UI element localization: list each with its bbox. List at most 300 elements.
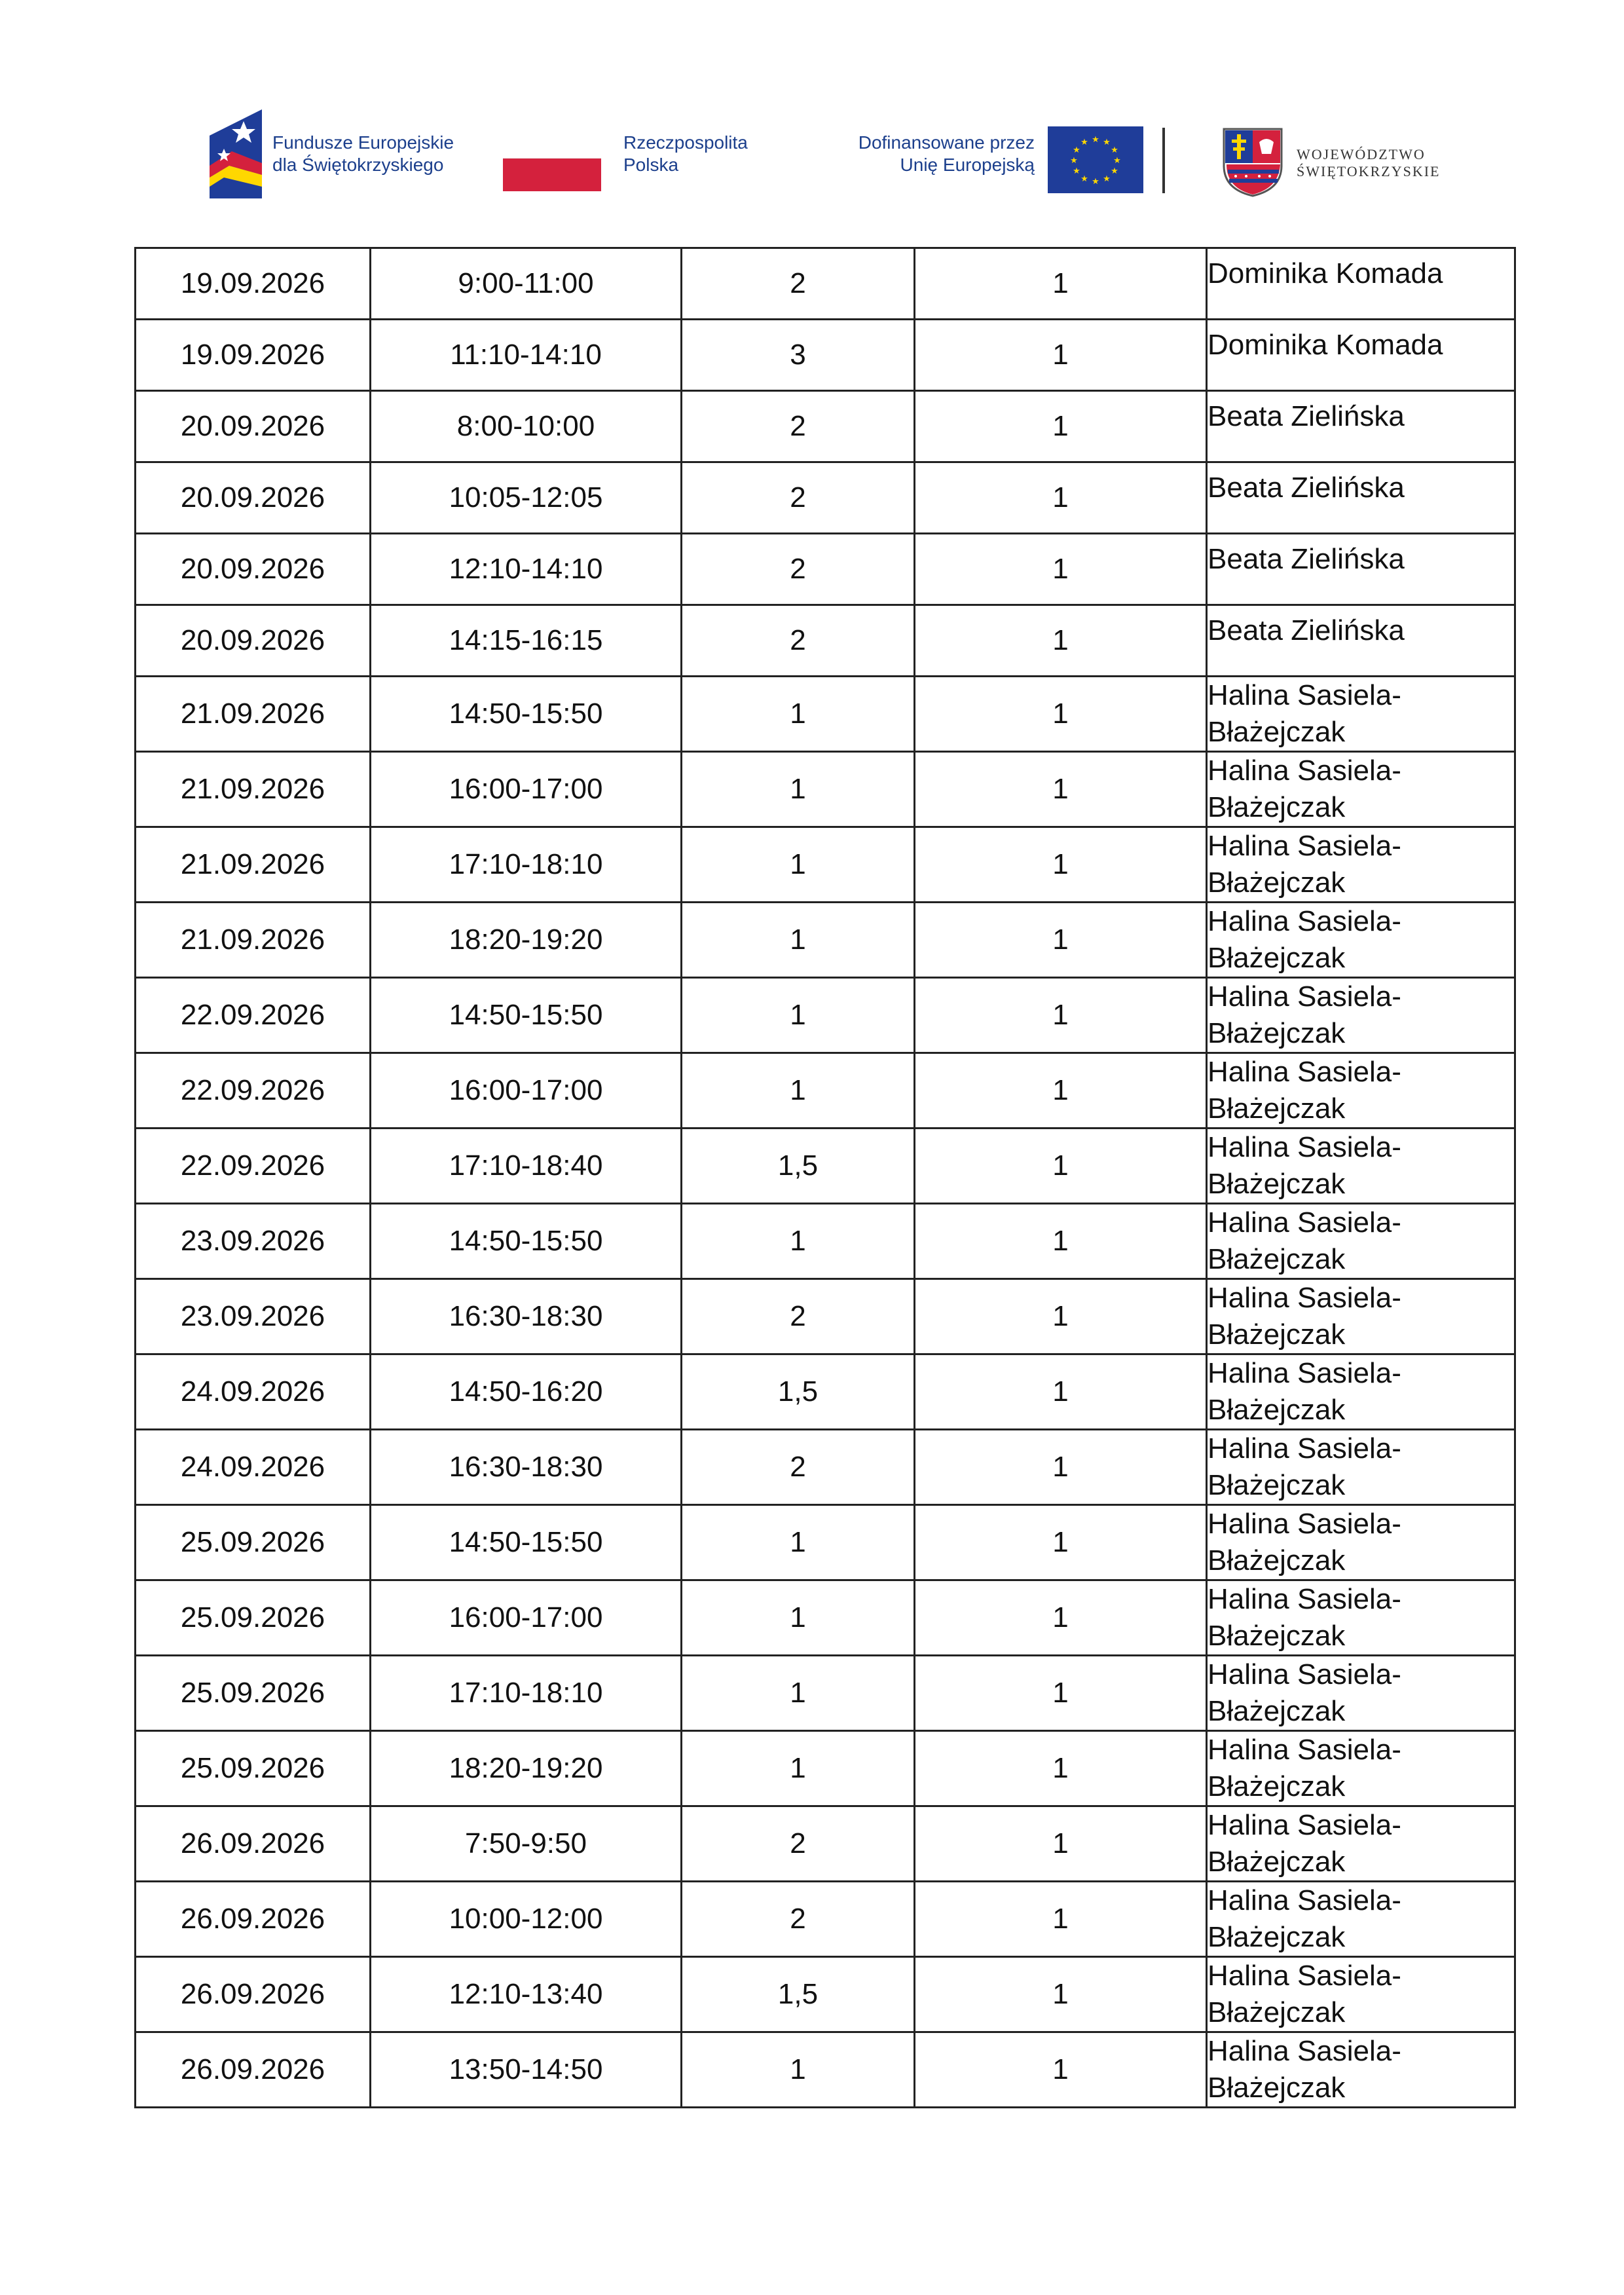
time-cell bbox=[371, 1430, 682, 1505]
date-cell bbox=[136, 1129, 371, 1204]
group-cell bbox=[915, 1129, 1207, 1204]
date-cell-text: 21.09.2026 bbox=[180, 924, 325, 956]
time-cell-text: 14:50-16:20 bbox=[449, 1375, 603, 1408]
group-cell bbox=[915, 1430, 1207, 1505]
ws-logo-line-2: ŚWIĘTOKRZYSKIE bbox=[1297, 163, 1441, 179]
hours-cell-text: 2 bbox=[790, 553, 806, 585]
instructor-cell bbox=[1207, 1204, 1515, 1279]
time-cell-text: 16:00-17:00 bbox=[449, 1074, 603, 1106]
rp-logo-line-1: Rzeczpospolita bbox=[623, 132, 748, 153]
date-cell-text: 24.09.2026 bbox=[180, 1451, 325, 1483]
date-cell bbox=[136, 1204, 371, 1279]
date-cell bbox=[136, 1806, 371, 1882]
instructor-cell bbox=[1207, 1505, 1515, 1580]
instructor-cell bbox=[1207, 1129, 1515, 1204]
time-cell bbox=[371, 752, 682, 827]
instructor-cell-text: Dominika Komada bbox=[1208, 329, 1443, 361]
date-cell-text: 25.09.2026 bbox=[180, 1526, 325, 1558]
instructor-cell-text: Halina Sasiela-Błażejczak bbox=[1208, 830, 1401, 899]
date-cell bbox=[136, 2032, 371, 2108]
hours-cell bbox=[682, 1806, 915, 1882]
time-cell-text: 14:50-15:50 bbox=[449, 1225, 603, 1257]
group-cell bbox=[915, 462, 1207, 534]
table-row bbox=[136, 1505, 1515, 1580]
date-cell-text: 24.09.2026 bbox=[180, 1375, 325, 1408]
time-cell bbox=[371, 605, 682, 677]
instructor-cell bbox=[1207, 1656, 1515, 1731]
time-cell-text: 16:00-17:00 bbox=[449, 773, 603, 805]
time-cell bbox=[371, 1806, 682, 1882]
instructor-cell bbox=[1207, 1731, 1515, 1806]
group-cell bbox=[915, 391, 1207, 462]
hours-cell bbox=[682, 1053, 915, 1129]
date-cell bbox=[136, 903, 371, 978]
hours-cell bbox=[682, 1656, 915, 1731]
group-cell-text: 1 bbox=[1052, 924, 1069, 956]
time-cell-text: 16:30-18:30 bbox=[449, 1451, 603, 1483]
date-cell-text: 25.09.2026 bbox=[180, 1601, 325, 1633]
instructor-cell bbox=[1207, 320, 1515, 391]
hours-cell-text: 1 bbox=[790, 848, 806, 880]
svg-text:★: ★ bbox=[1111, 145, 1118, 155]
eu-flag-icon bbox=[1048, 126, 1143, 193]
hours-cell bbox=[682, 1129, 915, 1204]
group-cell bbox=[915, 534, 1207, 605]
instructor-cell bbox=[1207, 462, 1515, 534]
wojewodztwo-swietokrzyskie-logo-text bbox=[1297, 146, 1440, 180]
instructor-cell-text: Halina Sasiela-Błażejczak bbox=[1208, 1809, 1401, 1878]
time-cell bbox=[371, 1882, 682, 1957]
table-row bbox=[136, 1053, 1515, 1129]
ue-logo-line-2: Unię Europejską bbox=[900, 155, 1035, 175]
hours-cell bbox=[682, 534, 915, 605]
instructor-cell bbox=[1207, 534, 1515, 605]
time-cell-text: 18:20-19:20 bbox=[449, 1752, 603, 1784]
table-row bbox=[136, 1204, 1515, 1279]
hours-cell-text: 1 bbox=[790, 698, 806, 730]
hours-cell-text: 3 bbox=[790, 339, 806, 371]
svg-text:★: ★ bbox=[1080, 138, 1088, 147]
time-cell-text: 14:50-15:50 bbox=[449, 999, 603, 1031]
instructor-cell bbox=[1207, 827, 1515, 903]
table-row bbox=[136, 462, 1515, 534]
instructor-cell-text: Halina Sasiela-Błażejczak bbox=[1208, 1056, 1401, 1125]
time-cell bbox=[371, 1656, 682, 1731]
time-cell bbox=[371, 462, 682, 534]
instructor-cell-text: Beata Zielińska bbox=[1208, 614, 1405, 646]
group-cell bbox=[915, 1279, 1207, 1354]
hours-cell bbox=[682, 1279, 915, 1354]
instructor-cell-text: Halina Sasiela-Błażejczak bbox=[1208, 1432, 1401, 1501]
hours-cell bbox=[682, 1580, 915, 1656]
date-cell-text: 21.09.2026 bbox=[180, 773, 325, 805]
group-cell bbox=[915, 2032, 1207, 2108]
hours-cell bbox=[682, 1430, 915, 1505]
instructor-cell-text: Beata Zielińska bbox=[1208, 472, 1405, 504]
fe-logo-line-2: dla Świętokrzyskiego bbox=[272, 155, 444, 175]
hours-cell bbox=[682, 1505, 915, 1580]
instructor-cell bbox=[1207, 978, 1515, 1053]
date-cell-text: 20.09.2026 bbox=[180, 553, 325, 585]
hours-cell-text: 2 bbox=[790, 1451, 806, 1483]
eu-cofinanced-logo-text bbox=[786, 132, 1035, 176]
table-row bbox=[136, 391, 1515, 462]
svg-text:★: ★ bbox=[1092, 135, 1099, 145]
time-cell bbox=[371, 1354, 682, 1430]
date-cell-text: 23.09.2026 bbox=[180, 1300, 325, 1332]
group-cell-text: 1 bbox=[1052, 339, 1069, 371]
group-cell bbox=[915, 827, 1207, 903]
group-cell-text: 1 bbox=[1052, 624, 1069, 656]
table-row bbox=[136, 1882, 1515, 1957]
table-row bbox=[136, 1129, 1515, 1204]
time-cell-text: 16:30-18:30 bbox=[449, 1300, 603, 1332]
table-row bbox=[136, 1656, 1515, 1731]
time-cell bbox=[371, 1731, 682, 1806]
hours-cell bbox=[682, 605, 915, 677]
group-cell-text: 1 bbox=[1052, 1526, 1069, 1558]
group-cell bbox=[915, 978, 1207, 1053]
date-cell bbox=[136, 978, 371, 1053]
instructor-cell bbox=[1207, 903, 1515, 978]
rp-logo-line-2: Polska bbox=[623, 155, 679, 175]
svg-text:★: ★ bbox=[1103, 138, 1111, 147]
time-cell-text: 9:00-11:00 bbox=[458, 267, 594, 299]
time-cell-text: 12:10-13:40 bbox=[449, 1978, 603, 2010]
instructor-cell bbox=[1207, 1430, 1515, 1505]
rzeczpospolita-polska-logo-text bbox=[623, 132, 748, 176]
group-cell bbox=[915, 605, 1207, 677]
instructor-cell bbox=[1207, 1580, 1515, 1656]
instructor-cell-text: Halina Sasiela-Błażejczak bbox=[1208, 1583, 1401, 1652]
instructor-cell-text: Halina Sasiela-Błażejczak bbox=[1208, 1658, 1401, 1727]
instructor-cell-text: Halina Sasiela-Błażejczak bbox=[1208, 1734, 1401, 1802]
date-cell-text: 22.09.2026 bbox=[180, 1074, 325, 1106]
date-cell-text: 26.09.2026 bbox=[180, 1827, 325, 1859]
hours-cell-text: 1,5 bbox=[777, 1978, 819, 2010]
date-cell-text: 26.09.2026 bbox=[180, 2053, 325, 2085]
time-cell-text: 17:10-18:40 bbox=[449, 1149, 603, 1182]
hours-cell bbox=[682, 1957, 915, 2032]
group-cell-text: 1 bbox=[1052, 2053, 1069, 2085]
group-cell bbox=[915, 1731, 1207, 1806]
svg-text:★: ★ bbox=[1080, 174, 1088, 184]
group-cell-text: 1 bbox=[1052, 1752, 1069, 1784]
instructor-cell-text: Halina Sasiela-Błażejczak bbox=[1208, 679, 1401, 748]
fundusze-europejskie-logo-icon bbox=[210, 109, 262, 198]
time-cell-text: 17:10-18:10 bbox=[449, 848, 603, 880]
date-cell bbox=[136, 1505, 371, 1580]
date-cell bbox=[136, 752, 371, 827]
date-cell-text: 23.09.2026 bbox=[180, 1225, 325, 1257]
hours-cell bbox=[682, 248, 915, 320]
time-cell-text: 13:50-14:50 bbox=[449, 2053, 603, 2085]
schedule-table-body bbox=[136, 248, 1515, 2108]
instructor-cell-text: Halina Sasiela-Błażejczak bbox=[1208, 1131, 1401, 1200]
time-cell-text: 10:05-12:05 bbox=[449, 481, 603, 513]
date-cell bbox=[136, 1882, 371, 1957]
table-row bbox=[136, 605, 1515, 677]
time-cell bbox=[371, 320, 682, 391]
date-cell-text: 22.09.2026 bbox=[180, 1149, 325, 1182]
time-cell-text: 14:50-15:50 bbox=[449, 698, 603, 730]
table-row bbox=[136, 534, 1515, 605]
hours-cell bbox=[682, 752, 915, 827]
group-cell-text: 1 bbox=[1052, 1827, 1069, 1859]
date-cell-text: 25.09.2026 bbox=[180, 1752, 325, 1784]
group-cell-text: 1 bbox=[1052, 1074, 1069, 1106]
instructor-cell-text: Halina Sasiela-Błażejczak bbox=[1208, 1282, 1401, 1351]
instructor-cell-text: Halina Sasiela-Błażejczak bbox=[1208, 1508, 1401, 1577]
date-cell-text: 26.09.2026 bbox=[180, 1903, 325, 1935]
date-cell-text: 20.09.2026 bbox=[180, 410, 325, 442]
table-row bbox=[136, 320, 1515, 391]
hours-cell bbox=[682, 1882, 915, 1957]
time-cell bbox=[371, 1053, 682, 1129]
table-row bbox=[136, 752, 1515, 827]
group-cell-text: 1 bbox=[1052, 1225, 1069, 1257]
svg-text:★: ★ bbox=[1103, 174, 1111, 184]
instructor-cell bbox=[1207, 752, 1515, 827]
hours-cell-text: 1 bbox=[790, 1526, 806, 1558]
hours-cell-text: 2 bbox=[790, 1903, 806, 1935]
group-cell-text: 1 bbox=[1052, 1375, 1069, 1408]
instructor-cell bbox=[1207, 1882, 1515, 1957]
hours-cell-text: 1,5 bbox=[777, 1375, 819, 1408]
table-row bbox=[136, 248, 1515, 320]
hours-cell bbox=[682, 1204, 915, 1279]
date-cell bbox=[136, 1430, 371, 1505]
group-cell bbox=[915, 1806, 1207, 1882]
time-cell bbox=[371, 978, 682, 1053]
hours-cell-text: 1 bbox=[790, 999, 806, 1031]
time-cell-text: 17:10-18:10 bbox=[449, 1677, 603, 1709]
instructor-cell bbox=[1207, 248, 1515, 320]
group-cell bbox=[915, 1505, 1207, 1580]
date-cell bbox=[136, 1580, 371, 1656]
group-cell-text: 1 bbox=[1052, 1149, 1069, 1182]
polish-flag-icon bbox=[503, 158, 601, 191]
group-cell bbox=[915, 752, 1207, 827]
hours-cell bbox=[682, 827, 915, 903]
date-cell-text: 19.09.2026 bbox=[180, 339, 325, 371]
date-cell bbox=[136, 1731, 371, 1806]
group-cell bbox=[915, 1204, 1207, 1279]
svg-text:★: ★ bbox=[1073, 166, 1080, 176]
hours-cell-text: 2 bbox=[790, 624, 806, 656]
table-row bbox=[136, 677, 1515, 752]
date-cell bbox=[136, 320, 371, 391]
time-cell bbox=[371, 534, 682, 605]
date-cell bbox=[136, 1053, 371, 1129]
table-row bbox=[136, 978, 1515, 1053]
hours-cell-text: 1 bbox=[790, 1601, 806, 1633]
hours-cell bbox=[682, 391, 915, 462]
group-cell-text: 1 bbox=[1052, 698, 1069, 730]
group-cell-text: 1 bbox=[1052, 481, 1069, 513]
instructor-cell-text: Halina Sasiela-Błażejczak bbox=[1208, 1357, 1401, 1426]
hours-cell-text: 2 bbox=[790, 481, 806, 513]
time-cell-text: 14:50-15:50 bbox=[449, 1526, 603, 1558]
date-cell bbox=[136, 391, 371, 462]
date-cell-text: 22.09.2026 bbox=[180, 999, 325, 1031]
group-cell bbox=[915, 1053, 1207, 1129]
date-cell bbox=[136, 534, 371, 605]
group-cell-text: 1 bbox=[1052, 773, 1069, 805]
svg-text:★: ★ bbox=[1113, 156, 1121, 166]
table-row bbox=[136, 1430, 1515, 1505]
svg-text:★: ★ bbox=[1070, 156, 1078, 166]
date-cell bbox=[136, 677, 371, 752]
time-cell-text: 14:15-16:15 bbox=[449, 624, 603, 656]
instructor-cell bbox=[1207, 2032, 1515, 2108]
group-cell-text: 1 bbox=[1052, 999, 1069, 1031]
hours-cell-text: 2 bbox=[790, 1300, 806, 1332]
table-row bbox=[136, 1806, 1515, 1882]
instructor-cell-text: Halina Sasiela-Błażejczak bbox=[1208, 1206, 1401, 1275]
group-cell bbox=[915, 1656, 1207, 1731]
group-cell bbox=[915, 1354, 1207, 1430]
time-cell-text: 11:10-14:10 bbox=[450, 339, 602, 371]
time-cell-text: 18:20-19:20 bbox=[449, 924, 603, 956]
instructor-cell-text: Halina Sasiela-Błażejczak bbox=[1208, 1884, 1401, 1953]
hours-cell-text: 1 bbox=[790, 1677, 806, 1709]
hours-cell-text: 1 bbox=[790, 1074, 806, 1106]
group-cell bbox=[915, 1580, 1207, 1656]
swietokrzyskie-coat-of-arms-icon bbox=[1221, 126, 1284, 197]
time-cell bbox=[371, 391, 682, 462]
instructor-cell-text: Dominika Komada bbox=[1208, 257, 1443, 289]
hours-cell bbox=[682, 1354, 915, 1430]
date-cell-text: 25.09.2026 bbox=[180, 1677, 325, 1709]
hours-cell-text: 2 bbox=[790, 267, 806, 299]
group-cell-text: 1 bbox=[1052, 848, 1069, 880]
hours-cell bbox=[682, 903, 915, 978]
group-cell-text: 1 bbox=[1052, 1451, 1069, 1483]
instructor-cell-text: Beata Zielińska bbox=[1208, 543, 1405, 575]
time-cell-text: 8:00-10:00 bbox=[456, 410, 595, 442]
time-cell bbox=[371, 1505, 682, 1580]
time-cell-text: 16:00-17:00 bbox=[449, 1601, 603, 1633]
time-cell bbox=[371, 1204, 682, 1279]
date-cell-text: 21.09.2026 bbox=[180, 698, 325, 730]
group-cell bbox=[915, 1882, 1207, 1957]
svg-text:★: ★ bbox=[1073, 145, 1080, 155]
group-cell-text: 1 bbox=[1052, 1677, 1069, 1709]
instructor-cell-text: Beata Zielińska bbox=[1208, 400, 1405, 432]
logo-divider bbox=[1162, 128, 1165, 193]
instructor-cell bbox=[1207, 1279, 1515, 1354]
instructor-cell-text: Halina Sasiela-Błażejczak bbox=[1208, 755, 1401, 823]
fundusze-europejskie-logo-text bbox=[272, 132, 454, 176]
time-cell-text: 12:10-14:10 bbox=[449, 553, 603, 585]
group-cell-text: 1 bbox=[1052, 267, 1069, 299]
hours-cell-text: 2 bbox=[790, 1827, 806, 1859]
time-cell bbox=[371, 248, 682, 320]
time-cell-text: 10:00-12:00 bbox=[449, 1903, 603, 1935]
ue-logo-line-1: Dofinansowane przez bbox=[858, 132, 1035, 153]
hours-cell bbox=[682, 1731, 915, 1806]
time-cell bbox=[371, 2032, 682, 2108]
date-cell-text: 26.09.2026 bbox=[180, 1978, 325, 2010]
hours-cell-text: 1 bbox=[790, 1752, 806, 1784]
date-cell-text: 19.09.2026 bbox=[180, 267, 325, 299]
group-cell bbox=[915, 248, 1207, 320]
hours-cell bbox=[682, 320, 915, 391]
date-cell-text: 21.09.2026 bbox=[180, 848, 325, 880]
date-cell bbox=[136, 605, 371, 677]
group-cell bbox=[915, 320, 1207, 391]
instructor-cell-text: Halina Sasiela-Błażejczak bbox=[1208, 980, 1401, 1049]
instructor-cell bbox=[1207, 605, 1515, 677]
hours-cell-text: 1 bbox=[790, 2053, 806, 2085]
time-cell bbox=[371, 903, 682, 978]
instructor-cell bbox=[1207, 1957, 1515, 2032]
ws-logo-line-1: WOJEWÓDZTWO bbox=[1297, 146, 1426, 162]
date-cell-text: 20.09.2026 bbox=[180, 624, 325, 656]
time-cell bbox=[371, 677, 682, 752]
instructor-cell-text: Halina Sasiela-Błażejczak bbox=[1208, 1960, 1401, 2028]
date-cell bbox=[136, 827, 371, 903]
table-row bbox=[136, 1580, 1515, 1656]
date-cell bbox=[136, 462, 371, 534]
time-cell bbox=[371, 827, 682, 903]
group-cell-text: 1 bbox=[1052, 410, 1069, 442]
instructor-cell bbox=[1207, 677, 1515, 752]
hours-cell bbox=[682, 978, 915, 1053]
date-cell bbox=[136, 248, 371, 320]
hours-cell-text: 2 bbox=[790, 410, 806, 442]
instructor-cell-text: Halina Sasiela-Błażejczak bbox=[1208, 905, 1401, 974]
date-cell bbox=[136, 1656, 371, 1731]
svg-text:★: ★ bbox=[1092, 177, 1099, 187]
table-row bbox=[136, 1279, 1515, 1354]
instructor-cell bbox=[1207, 1354, 1515, 1430]
date-cell-text: 20.09.2026 bbox=[180, 481, 325, 513]
table-row bbox=[136, 1354, 1515, 1430]
group-cell-text: 1 bbox=[1052, 1601, 1069, 1633]
date-cell bbox=[136, 1279, 371, 1354]
group-cell-text: 1 bbox=[1052, 1978, 1069, 2010]
group-cell bbox=[915, 677, 1207, 752]
group-cell-text: 1 bbox=[1052, 1300, 1069, 1332]
hours-cell-text: 1 bbox=[790, 773, 806, 805]
fe-logo-line-1: Fundusze Europejskie bbox=[272, 132, 454, 153]
hours-cell-text: 1,5 bbox=[777, 1149, 819, 1182]
time-cell bbox=[371, 1129, 682, 1204]
instructor-cell bbox=[1207, 1806, 1515, 1882]
group-cell-text: 1 bbox=[1052, 1903, 1069, 1935]
hours-cell bbox=[682, 677, 915, 752]
table-row bbox=[136, 1957, 1515, 2032]
hours-cell bbox=[682, 462, 915, 534]
hours-cell-text: 1 bbox=[790, 1225, 806, 1257]
time-cell bbox=[371, 1279, 682, 1354]
table-row bbox=[136, 827, 1515, 903]
group-cell-text: 1 bbox=[1052, 553, 1069, 585]
table-row bbox=[136, 2032, 1515, 2108]
logo-bar bbox=[210, 108, 1454, 206]
time-cell-text: 7:50-9:50 bbox=[465, 1827, 587, 1859]
table-row bbox=[136, 1731, 1515, 1806]
hours-cell bbox=[682, 2032, 915, 2108]
date-cell bbox=[136, 1354, 371, 1430]
instructor-cell bbox=[1207, 1053, 1515, 1129]
instructor-cell bbox=[1207, 391, 1515, 462]
group-cell bbox=[915, 1957, 1207, 2032]
hours-cell-text: 1 bbox=[790, 924, 806, 956]
instructor-cell-text: Halina Sasiela-Błażejczak bbox=[1208, 2035, 1401, 2104]
